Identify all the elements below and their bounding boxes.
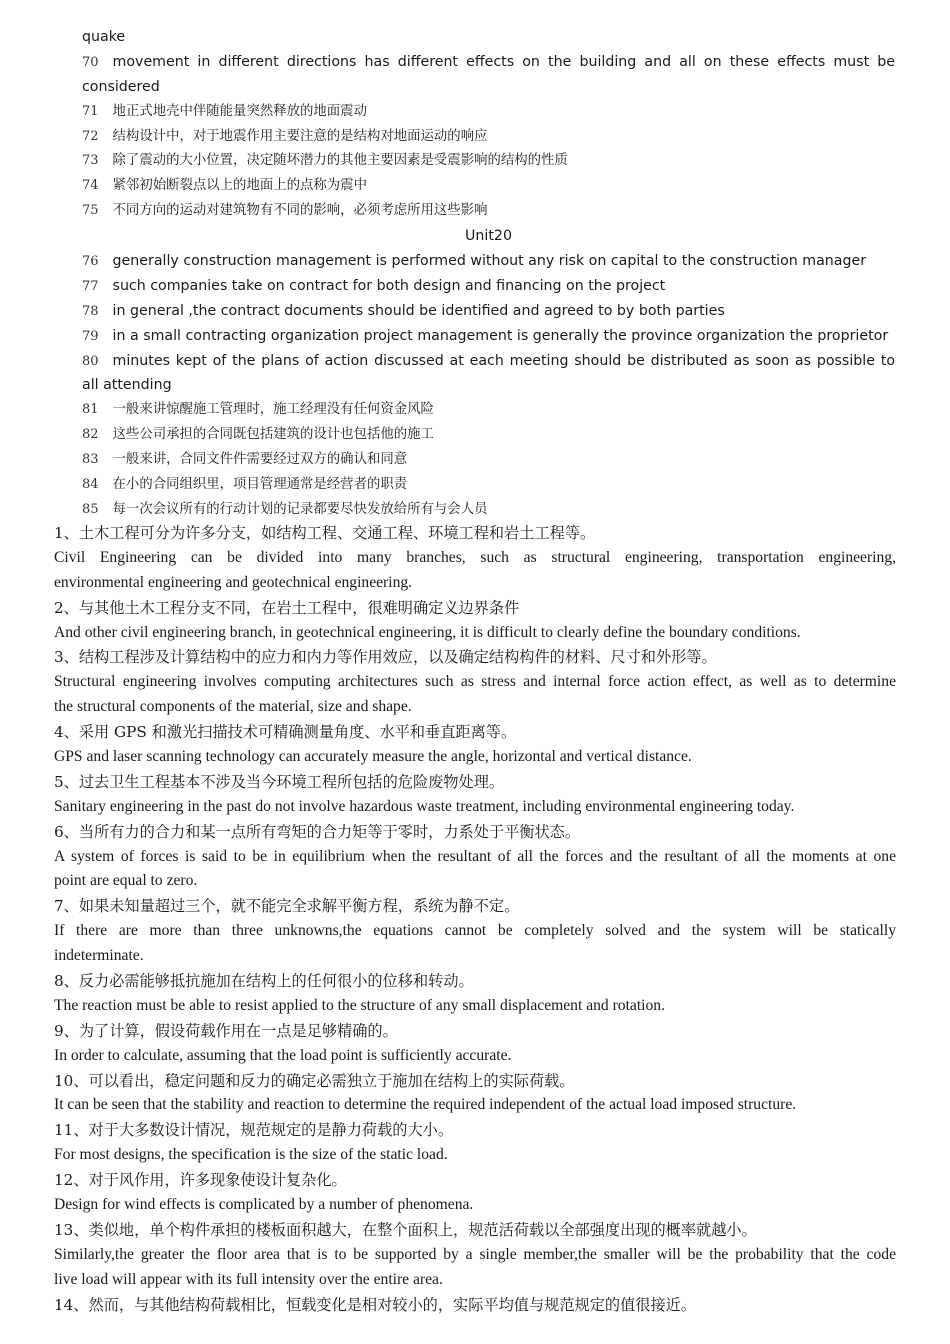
list-item	[82, 299, 895, 324]
chinese-sentence: 5、过去卫生工程基本不涉及当今环境工程所包括的危险废物处理。	[54, 772, 505, 791]
item-number: 83	[82, 452, 99, 468]
english-sentence-cont: environmental engineering and geotechnical engineering.	[54, 573, 413, 591]
item-number: 80	[82, 353, 99, 369]
english-sentence-cont: live load will appear with its full intensity over the entire area.	[54, 1270, 443, 1288]
item-text: in general ,the contract documents should be identified and agreed to by both parties	[112, 302, 725, 319]
english-sentence: And other civil engineering branch, in geotechnical engineering, it is difficult to clearly define the boundary conditions.	[54, 623, 801, 641]
item-number: 72	[82, 128, 99, 144]
english-sentence: A system of forces is said to be in equilibrium when the resultant of all the forces and the resultant of all the moments at one	[54, 847, 896, 865]
item-text: 每一次会议所有的行动计划的记录都要尽快发放给所有与会人员	[112, 501, 488, 517]
english-sentence: Similarly,the greater the floor area that is to be supported by a single member,the smaller will be the probability that the code	[54, 1245, 896, 1263]
item-text: generally construction management is performed without any risk on capital to the construction manager	[112, 253, 867, 270]
item-text: 不同方向的运动对建筑物有不同的影响，必须考虑所用这些影响	[112, 203, 488, 219]
item-text: 结构设计中，对于地震作用主要注意的是结构对地面运动的响应	[112, 128, 488, 144]
list-item	[82, 174, 895, 199]
list-item	[82, 50, 895, 75]
english-sentence: In order to calculate, assuming that the load point is sufficiently accurate.	[54, 1046, 512, 1064]
chinese-sentence: 1、土木工程可分为许多分支，如结构工程、交通工程、环境工程和岩土工程等。	[54, 524, 596, 542]
item-number: 81	[82, 402, 99, 418]
english-sentence: Design for wind effects is complicated by a number of phenomena.	[54, 1196, 474, 1214]
item-text: such companies take on contract for both design and financing on the project	[112, 277, 666, 294]
numbered-sentence-list	[82, 25, 895, 523]
unit-heading	[82, 224, 895, 249]
item-number: 84	[82, 477, 99, 493]
list-item	[82, 274, 895, 299]
item-number: 82	[82, 427, 99, 443]
english-sentence: It can be seen that the stability and reaction to determine the required independent of the actual load imposed structure.	[54, 1096, 797, 1114]
item-number: 70	[82, 54, 99, 70]
chinese-sentence: 4、采用 GPS 和激光扫描技术可精确测量角度、水平和垂直距离等。	[54, 723, 517, 742]
item-text: 一般来讲惊醒施工管理时，施工经理没有任何资金风险	[112, 402, 434, 418]
chinese-sentence: 12、对于风作用，许多现象使设计复杂化。	[54, 1171, 347, 1190]
item-text: 紧邻初始断裂点以上的地面上的点称为震中	[112, 178, 367, 194]
english-sentence: For most designs, the specification is the size of the static load.	[54, 1146, 448, 1164]
item-text: in a small contracting organization project management is generally the province organization the proprietor	[112, 327, 889, 344]
item-text: 除了震动的大小位置，决定随坏潜力的其他主要因素是受震影响的结构的性质	[112, 153, 568, 169]
english-sentence: Civil Engineering can be divided into many branches, such as structural engineering, transportation engineering,	[54, 548, 896, 566]
english-sentence: Sanitary engineering in the past do not involve hazardous waste treatment, including environmental engineering today.	[54, 797, 795, 815]
list-item	[82, 149, 895, 174]
item-number: 71	[82, 103, 99, 119]
list-item	[82, 349, 895, 374]
chinese-sentence: 9、为了计算，假设荷载作用在一点是足够精确的。	[54, 1021, 398, 1040]
chinese-sentence: 2、与其他土木工程分支不同，在岩土工程中，很难明确定义边界条件	[54, 598, 520, 617]
list-item	[82, 423, 895, 448]
chinese-sentence: 6、当所有力的合力和某一点所有弯矩的合力矩等于零时，力系处于平衡状态。	[54, 822, 581, 841]
list-item	[82, 324, 895, 349]
english-sentence-cont: indeterminate.	[54, 947, 144, 965]
item-text: 地正式地壳中伴随能量突然释放的地面震动	[112, 103, 367, 119]
chinese-sentence: 7、如果未知量超过三个，就不能完全求解平衡方程，系统为静不定。	[54, 897, 520, 916]
list-item	[82, 448, 895, 473]
item-text: movement in different directions has different effects on the building and all on these effects must be	[112, 53, 895, 70]
item-text: 一般来讲，合同文件件需要经过双方的确认和同意	[112, 452, 408, 468]
text-line	[82, 25, 895, 50]
item-number: 75	[82, 203, 99, 219]
chinese-sentence: 3、结构工程涉及计算结构中的应力和内力等作用效应，以及确定结构构件的材料、尺寸和外形等。	[54, 648, 717, 667]
chinese-sentence: 13、类似地，单个构件承担的楼板面积越大，在整个面积上，规范活荷载以全部强度出现的概率就越小。	[54, 1220, 757, 1239]
english-sentence: If there are more than three unknowns,the equations cannot be completely solved and the system will be statically	[54, 922, 896, 940]
chinese-sentence: 11、对于大多数设计情况，规范规定的是静力荷载的大小。	[54, 1121, 454, 1140]
item-text: 这些公司承担的合同既包括建筑的设计也包括他的施工	[112, 427, 434, 443]
item-number: 79	[82, 328, 99, 344]
line-text: considered	[82, 78, 160, 95]
english-sentence: Structural engineering involves computing architectures such as stress and internal force action effect, as well as to determine	[54, 673, 896, 691]
item-number: 73	[82, 153, 99, 169]
line-text: all attending	[82, 377, 172, 394]
text-line	[82, 373, 895, 398]
english-sentence-cont: point are equal to zero.	[54, 872, 198, 890]
unit-title: Unit20	[465, 228, 512, 245]
item-text: minutes kept of the plans of action discussed at each meeting should be distributed as soon as possible to	[112, 352, 895, 369]
list-item	[82, 100, 895, 125]
english-sentence-cont: the structural components of the material, size and shape.	[54, 698, 412, 716]
list-item	[82, 199, 895, 224]
list-item	[82, 125, 895, 150]
chinese-sentence: 8、反力必需能够抵抗施加在结构上的任何很小的位移和转动。	[54, 972, 474, 991]
item-number: 85	[82, 501, 99, 517]
item-number: 77	[82, 278, 99, 294]
text-line	[82, 75, 895, 100]
english-sentence: GPS and laser scanning technology can accurately measure the angle, horizontal and vertical distance.	[54, 748, 692, 766]
list-item	[82, 249, 895, 274]
line-text: quake	[82, 29, 126, 45]
list-item	[82, 473, 895, 498]
item-text: 在小的合同组织里，项目管理通常是经营者的职责	[112, 477, 408, 493]
english-sentence: The reaction must be able to resist applied to the structure of any small displacement and rotation.	[54, 996, 666, 1014]
item-number: 76	[82, 254, 99, 270]
item-number: 74	[82, 178, 99, 194]
list-item	[82, 398, 895, 423]
chinese-sentence: 10、可以看出，稳定问题和反力的确定必需独立于施加在结构上的实际荷载。	[54, 1071, 575, 1090]
translation-list	[54, 521, 896, 1318]
list-item	[82, 498, 895, 523]
item-number: 78	[82, 303, 99, 319]
chinese-sentence: 14、然而，与其他结构荷载相比，恒载变化是相对较小的，实际平均值与规范规定的值很接近。	[54, 1295, 697, 1314]
